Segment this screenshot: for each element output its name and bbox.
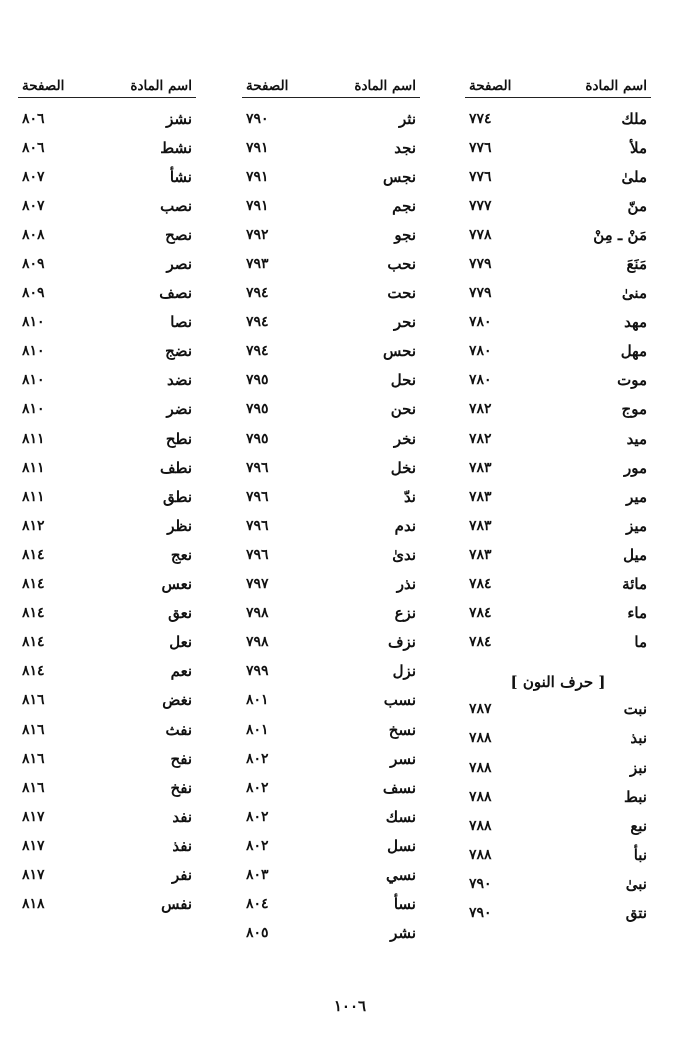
entry-word: نسخ — [388, 720, 416, 739]
entry-page: ٨٠٧ — [22, 197, 45, 214]
entry-page: ٧٨٨ — [469, 730, 492, 747]
entry-page: ٧٩٤ — [246, 343, 269, 360]
index-rows — [18, 104, 196, 919]
index-row — [242, 744, 420, 773]
index-column-right — [465, 68, 651, 928]
entry-page: ٧٩٦ — [246, 517, 269, 534]
entry-word: ميد — [626, 429, 647, 448]
entry-word: نفخ — [170, 778, 192, 797]
index-row — [242, 715, 420, 744]
entry-page: ٨١٤ — [22, 576, 45, 593]
entry-word: مير — [626, 487, 647, 506]
entry-page: ٨١٤ — [22, 663, 45, 680]
entry-page: ٧٨٨ — [469, 759, 492, 776]
entry-page: ٧٨٣ — [469, 459, 492, 476]
entry-page: ٧٩٠ — [246, 110, 269, 127]
entry-page: ٧٨٣ — [469, 546, 492, 563]
entry-word: نسر — [390, 749, 416, 768]
entry-page: ٧٩٣ — [246, 256, 269, 273]
index-row — [242, 919, 420, 948]
entry-page: ٧٧٩ — [469, 285, 492, 302]
index-row — [18, 366, 196, 395]
entry-word: ندّ — [403, 487, 416, 506]
index-row — [18, 162, 196, 191]
entry-page: ٧٩١ — [246, 139, 269, 156]
entry-word: نخل — [390, 458, 416, 477]
entry-word: نغض — [162, 691, 192, 710]
index-row — [465, 279, 651, 308]
index-row — [465, 869, 651, 898]
entry-word: نبذ — [630, 729, 647, 748]
entry-page: ٧٩١ — [246, 197, 269, 214]
entry-word: نزل — [392, 662, 416, 681]
entry-page: ٧٩٠ — [469, 904, 492, 921]
header-word-label: اسم المادة — [585, 78, 647, 94]
entry-page: ٧٩٩ — [246, 663, 269, 680]
index-row — [465, 191, 651, 220]
entry-word: نحس — [383, 342, 416, 361]
entry-page: ٧٧٦ — [469, 168, 492, 185]
entry-page: ٧٨٢ — [469, 430, 492, 447]
index-row — [465, 599, 651, 628]
entry-page: ٨٠١ — [246, 721, 269, 738]
entry-word: نشأ — [169, 167, 192, 186]
entry-word: نحل — [390, 371, 416, 390]
entry-word: نسف — [382, 778, 416, 797]
index-row — [242, 249, 420, 278]
entry-page: ٨١١ — [22, 430, 45, 447]
entry-page: ٨٠٣ — [246, 866, 269, 883]
entry-word: نبع — [630, 816, 647, 835]
index-row — [18, 249, 196, 278]
entry-page: ٨١٦ — [22, 779, 45, 796]
index-row — [465, 308, 651, 337]
index-row — [18, 599, 196, 628]
entry-page: ٨٠٩ — [22, 285, 45, 302]
index-row — [465, 695, 651, 724]
entry-word: نشط — [160, 138, 192, 157]
index-row — [18, 191, 196, 220]
entry-word: ملىٰ — [621, 167, 647, 186]
index-row — [465, 395, 651, 424]
entry-word: نعس — [161, 575, 192, 594]
index-row — [242, 337, 420, 366]
entry-word: نفذ — [172, 836, 192, 855]
entry-page: ٧٨٠ — [469, 314, 492, 331]
index-rows — [242, 104, 420, 948]
entry-word: مهل — [620, 342, 647, 361]
index-row — [242, 773, 420, 802]
index-row — [242, 366, 420, 395]
entry-word: مور — [623, 458, 647, 477]
entry-page: ٧٧٦ — [469, 139, 492, 156]
entry-page: ٧٩٠ — [469, 875, 492, 892]
index-row — [465, 104, 651, 133]
index-row — [465, 628, 651, 657]
entry-page: ٧٧٩ — [469, 256, 492, 273]
index-row — [18, 860, 196, 889]
entry-page: ٧٨٨ — [469, 788, 492, 805]
entry-page: ٨٠٦ — [22, 110, 45, 127]
entry-word: نعق — [168, 604, 192, 623]
entry-word: نصا — [170, 313, 192, 332]
entry-word: نصب — [160, 196, 192, 215]
entry-word: نذر — [396, 575, 416, 594]
entry-page: ٨٠٢ — [246, 750, 269, 767]
entry-page: ٨١٦ — [22, 750, 45, 767]
entry-page: ٧٧٨ — [469, 226, 492, 243]
entry-page: ٧٩٦ — [246, 546, 269, 563]
index-row — [242, 570, 420, 599]
entry-word: مائة — [622, 575, 647, 594]
entry-word: نتق — [625, 903, 647, 922]
index-row — [18, 657, 196, 686]
index-row — [242, 890, 420, 919]
index-row — [18, 570, 196, 599]
index-row — [465, 220, 651, 249]
index-row — [18, 802, 196, 831]
column-header — [242, 68, 420, 98]
entry-word: ميل — [623, 545, 647, 564]
index-row — [465, 337, 651, 366]
column-header — [18, 68, 196, 98]
index-row — [465, 840, 651, 869]
entry-page: ٧٨٤ — [469, 576, 492, 593]
index-row — [465, 482, 651, 511]
entry-word: نسك — [385, 807, 416, 826]
index-row — [242, 104, 420, 133]
entry-page: ٧٨٠ — [469, 343, 492, 360]
index-row — [242, 191, 420, 220]
entry-page: ٧٩٥ — [246, 430, 269, 447]
entry-word: نثر — [399, 109, 416, 128]
column-header — [465, 68, 651, 98]
entry-word: نجد — [394, 138, 416, 157]
entry-word: نطق — [163, 487, 192, 506]
entry-word: نحت — [387, 284, 416, 303]
entry-word: ندم — [394, 516, 416, 535]
entry-page: ٧٩٨ — [246, 634, 269, 651]
index-row — [465, 811, 651, 840]
entry-word: نحب — [387, 255, 416, 274]
index-row — [18, 424, 196, 453]
index-row — [465, 133, 651, 162]
entry-page: ٨١٤ — [22, 605, 45, 622]
entry-page: ٨١٧ — [22, 866, 45, 883]
entry-page: ٨٠٢ — [246, 837, 269, 854]
entry-word: ميز — [626, 516, 647, 535]
index-row — [242, 628, 420, 657]
entry-word: موج — [621, 400, 647, 419]
entry-word: مهد — [624, 313, 647, 332]
index-row — [242, 686, 420, 715]
entry-word: موت — [617, 371, 647, 390]
entry-word: نبىٰ — [625, 874, 647, 893]
entry-page: ٧٨٨ — [469, 817, 492, 834]
entry-page: ٧٩٤ — [246, 285, 269, 302]
index-row — [242, 482, 420, 511]
entry-word: ندىٰ — [392, 545, 416, 564]
entry-page: ٨٠٧ — [22, 168, 45, 185]
entry-word: نجس — [383, 167, 416, 186]
entry-word: نبأ — [633, 845, 647, 864]
entry-word: نسب — [383, 691, 416, 710]
index-row — [242, 599, 420, 628]
index-row — [242, 657, 420, 686]
entry-word: نضج — [165, 342, 192, 361]
index-row — [465, 724, 651, 753]
index-column-left — [18, 68, 196, 919]
entry-word: نزع — [394, 604, 416, 623]
entry-page: ٧٨٤ — [469, 605, 492, 622]
index-row — [242, 831, 420, 860]
entry-word: نحن — [390, 400, 416, 419]
index-row — [18, 773, 196, 802]
entry-page: ٨١٧ — [22, 808, 45, 825]
entry-word: ملك — [621, 109, 647, 128]
index-row — [18, 540, 196, 569]
entry-page: ٧٩٦ — [246, 459, 269, 476]
entry-page: ٨١١ — [22, 488, 45, 505]
index-row — [18, 220, 196, 249]
index-row — [18, 308, 196, 337]
entry-page: ٨١٨ — [22, 896, 45, 913]
index-row — [242, 220, 420, 249]
header-word-label: اسم المادة — [354, 78, 416, 94]
entry-page: ٨١٦ — [22, 692, 45, 709]
index-row — [18, 104, 196, 133]
page-number: ١٠٠٦ — [333, 997, 367, 1015]
entry-word: نعج — [170, 545, 192, 564]
entry-word: ملأ — [630, 138, 647, 157]
entry-page: ٧٩٢ — [246, 226, 269, 243]
entry-page: ٨١٢ — [22, 517, 45, 534]
entry-page: ٨١٠ — [22, 314, 45, 331]
entry-page: ٧٨٢ — [469, 401, 492, 418]
entry-word: نفث — [165, 720, 192, 739]
index-row — [18, 133, 196, 162]
entry-word: مَنَعَ — [626, 255, 647, 274]
entry-word: نضد — [166, 371, 192, 390]
entry-word: نجو — [394, 225, 416, 244]
entry-word: نبط — [624, 787, 647, 806]
index-row — [242, 133, 420, 162]
entry-word: مَنْ ـ مِنْ — [593, 225, 647, 244]
entry-page: ٨٠٦ — [22, 139, 45, 156]
index-row — [242, 395, 420, 424]
entry-word: ماء — [627, 604, 647, 623]
entry-page: ٧٩٧ — [246, 576, 269, 593]
index-row — [465, 540, 651, 569]
entry-word: نظر — [167, 516, 192, 535]
section-title: [ حرف النون ] — [510, 672, 606, 691]
entry-page: ٨١٠ — [22, 372, 45, 389]
index-row — [465, 366, 651, 395]
entry-page: ٨١٠ — [22, 401, 45, 418]
index-row — [465, 424, 651, 453]
entry-page: ٧٨٧ — [469, 701, 492, 718]
entry-page: ٨٠٢ — [246, 808, 269, 825]
index-row — [242, 308, 420, 337]
entry-word: نصف — [159, 284, 192, 303]
entry-word: نطف — [159, 458, 192, 477]
entry-page: ٧٩٨ — [246, 605, 269, 622]
entry-page: ٨١١ — [22, 459, 45, 476]
index-row — [18, 453, 196, 482]
entry-word: نجم — [392, 196, 416, 215]
index-row — [18, 890, 196, 919]
entry-page: ٧٧٤ — [469, 110, 492, 127]
entry-word: نبز — [630, 758, 647, 777]
entry-page: ٧٨٠ — [469, 372, 492, 389]
entry-word: نفر — [171, 865, 192, 884]
index-row — [242, 511, 420, 540]
entry-word: نطح — [165, 429, 192, 448]
entry-page: ٧٩١ — [246, 168, 269, 185]
entry-word: نشز — [166, 109, 192, 128]
entry-word: ما — [634, 633, 647, 652]
entry-word: نشر — [390, 924, 416, 943]
entry-word: نفح — [170, 749, 192, 768]
entry-word: نحر — [393, 313, 416, 332]
header-word-label: اسم المادة — [130, 78, 192, 94]
entry-page: ٧٨٤ — [469, 634, 492, 651]
entry-word: نبت — [623, 700, 647, 719]
index-row — [18, 482, 196, 511]
entry-page: ٨٠٥ — [246, 925, 269, 942]
entry-word: نعل — [169, 633, 192, 652]
entry-page: ٨١٤ — [22, 546, 45, 563]
entry-page: ٧٨٣ — [469, 488, 492, 505]
index-row — [242, 162, 420, 191]
index-row — [18, 744, 196, 773]
header-page-label: الصفحة — [246, 78, 289, 94]
index-row — [465, 511, 651, 540]
entry-page: ٨٠٢ — [246, 779, 269, 796]
header-page-label: الصفحة — [469, 78, 512, 94]
entry-word: نصر — [166, 255, 192, 274]
entry-word: نخر — [393, 429, 416, 448]
index-column-middle — [242, 68, 420, 948]
index-row — [465, 162, 651, 191]
entry-word: منّ — [627, 196, 647, 215]
index-row — [465, 453, 651, 482]
index-row — [242, 860, 420, 889]
index-row — [18, 686, 196, 715]
index-row — [18, 831, 196, 860]
index-row — [242, 540, 420, 569]
entry-page: ٧٧٧ — [469, 197, 492, 214]
entry-page: ٨٠٤ — [246, 896, 269, 913]
index-row — [465, 249, 651, 278]
index-row — [18, 337, 196, 366]
entry-page: ٨٠٩ — [22, 256, 45, 273]
entry-word: نضر — [166, 400, 192, 419]
entry-word: نصح — [165, 225, 192, 244]
entry-word: نسأ — [393, 895, 416, 914]
entry-word: منىٰ — [621, 284, 647, 303]
entry-word: نفد — [172, 807, 192, 826]
index-row — [242, 424, 420, 453]
index-row — [242, 279, 420, 308]
entry-page: ٧٨٨ — [469, 846, 492, 863]
entry-page: ٨١٧ — [22, 837, 45, 854]
index-row — [465, 753, 651, 782]
entry-page: ٧٩٥ — [246, 372, 269, 389]
index-row — [465, 782, 651, 811]
entry-word: نزف — [387, 633, 416, 652]
index-rows — [465, 695, 651, 928]
entry-page: ٨١٠ — [22, 343, 45, 360]
entry-page: ٧٨٣ — [469, 517, 492, 534]
index-row — [18, 395, 196, 424]
index-row — [18, 511, 196, 540]
index-row — [242, 802, 420, 831]
entry-page: ٧٩٤ — [246, 314, 269, 331]
entry-page: ٨٠٨ — [22, 226, 45, 243]
index-row — [18, 279, 196, 308]
index-row — [465, 898, 651, 927]
index-row — [465, 570, 651, 599]
entry-word: نسل — [387, 836, 416, 855]
entry-word: نفس — [161, 895, 192, 914]
entry-page: ٨٠١ — [246, 692, 269, 709]
header-page-label: الصفحة — [22, 78, 65, 94]
index-row — [242, 453, 420, 482]
entry-page: ٨١٤ — [22, 634, 45, 651]
entry-page: ٨١٦ — [22, 721, 45, 738]
entry-page: ٧٩٦ — [246, 488, 269, 505]
index-row — [18, 715, 196, 744]
index-row — [18, 628, 196, 657]
entry-word: نسي — [385, 865, 416, 884]
index-rows — [465, 104, 651, 657]
entry-word: نعم — [170, 662, 192, 681]
entry-page: ٧٩٥ — [246, 401, 269, 418]
